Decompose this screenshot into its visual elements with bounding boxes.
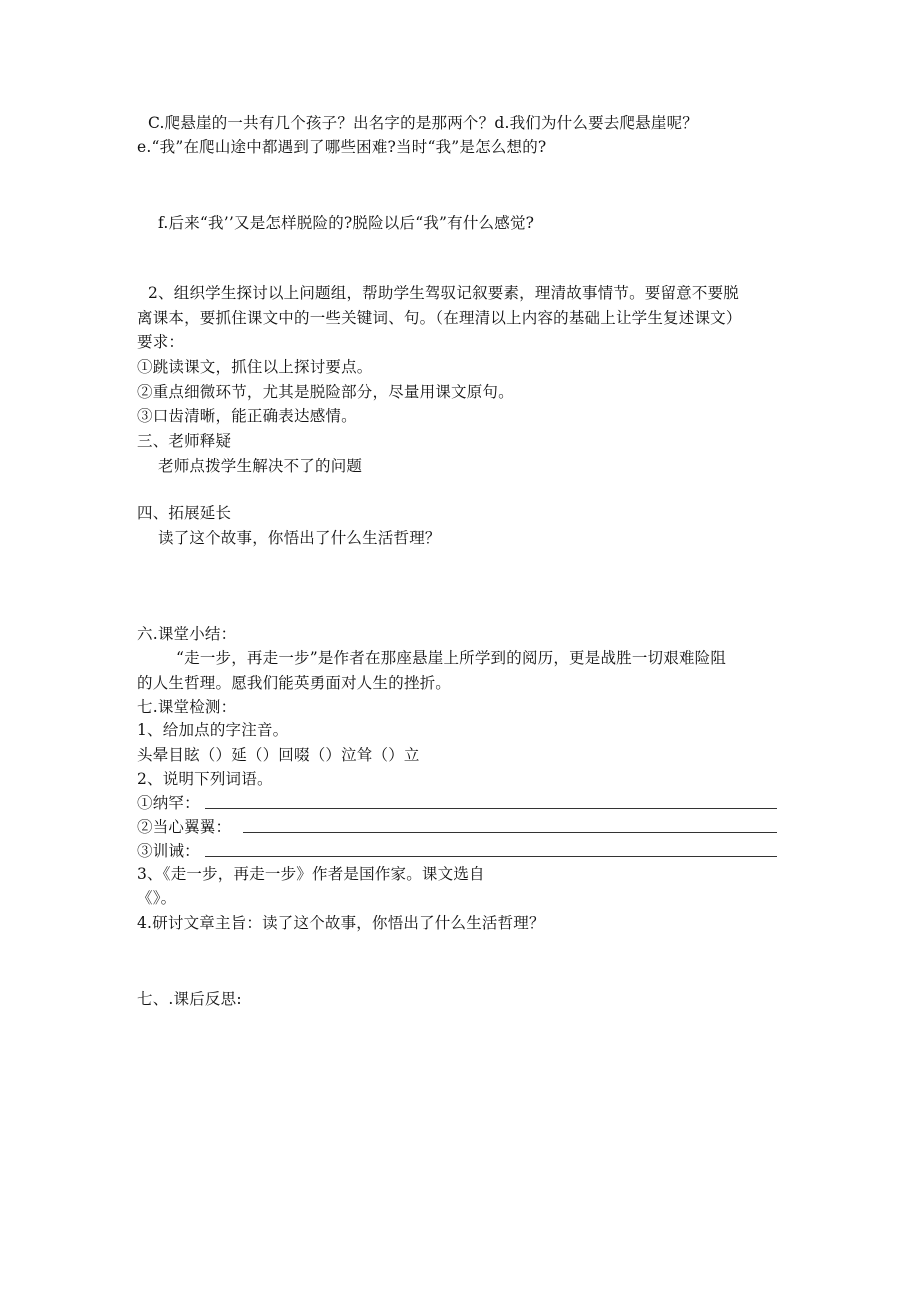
question-f: f.后来“我’’又是怎样脱险的?脱险以后“我”有什么感觉? (158, 214, 535, 232)
word-3-blank[interactable] (205, 842, 777, 857)
summary-line2: 的人生哲理。愿我们能英勇面对人生的挫折。 (137, 674, 452, 692)
requirement-1: ①跳读课文，抓住以上探讨要点。 (137, 358, 373, 376)
section-3-body: 老师点拨学生解决不了的问题 (158, 457, 363, 475)
step2-line2: 离课本，要抓住课文中的一些关键词、句。（在理清以上内容的基础上让学生复述课文） (137, 309, 742, 327)
section-7-title: 七.课堂检测： (137, 698, 237, 716)
word-3-label: ③训诫： (137, 842, 200, 860)
quiz-q3-line1: 3、《走一步，再走一步》作者是国作家。课文选自 (137, 865, 485, 883)
quiz-q3-line2: 《》。 (137, 889, 177, 907)
section-6-title: 六.课堂小结： (137, 625, 237, 643)
question-e: e.“我”在爬山途中都遇到了哪些困难?当时“我”是怎么想的? (137, 138, 547, 156)
section-4-body: 读了这个故事，你悟出了什么生活哲理？ (158, 529, 441, 547)
word-3-row (137, 841, 200, 861)
word-1-row (137, 793, 200, 813)
word-2-label: ②当心翼翼： (137, 818, 232, 836)
quiz-q1: 1、给加点的字注音。 (137, 721, 289, 739)
question-c-d: C.爬悬崖的一共有几个孩子？出名字的是那两个？d.我们为什么要去爬悬崖呢？ (148, 114, 698, 132)
section-3-title: 三、老师释疑 (137, 432, 232, 450)
quiz-q1-items: 头晕目眩（）延（）回啜（）泣耸（）立 (137, 746, 420, 764)
reflection-title: 七、.课后反思: (137, 990, 242, 1008)
section-4-title: 四、拓展延长 (137, 504, 232, 522)
quiz-q4: 4.研讨文章主旨：读了这个故事，你悟出了什么生活哲理？ (137, 914, 545, 932)
summary-line1: “走一步，再走一步”是作者在那座悬崖上所学到的阅历，更是战胜一切艰难险阻 (176, 649, 727, 667)
word-2-row (137, 817, 231, 837)
word-1-label: ①纳罕： (137, 794, 200, 812)
word-2-blank[interactable] (243, 818, 777, 833)
requirement-2: ②重点细微环节，尤其是脱险部分，尽量用课文原句。 (137, 383, 514, 401)
requirements-title: 要求： (137, 333, 185, 351)
word-1-blank[interactable] (205, 794, 777, 809)
requirement-3: ③口齿清晰，能正确表达感情。 (137, 407, 357, 425)
step2-line1: 2、组织学生探讨以上问题组，帮助学生驾驭记叙要素，理清故事情节。要留意不要脱 (148, 284, 739, 302)
quiz-q2: 2、说明下列词语。 (137, 770, 273, 788)
